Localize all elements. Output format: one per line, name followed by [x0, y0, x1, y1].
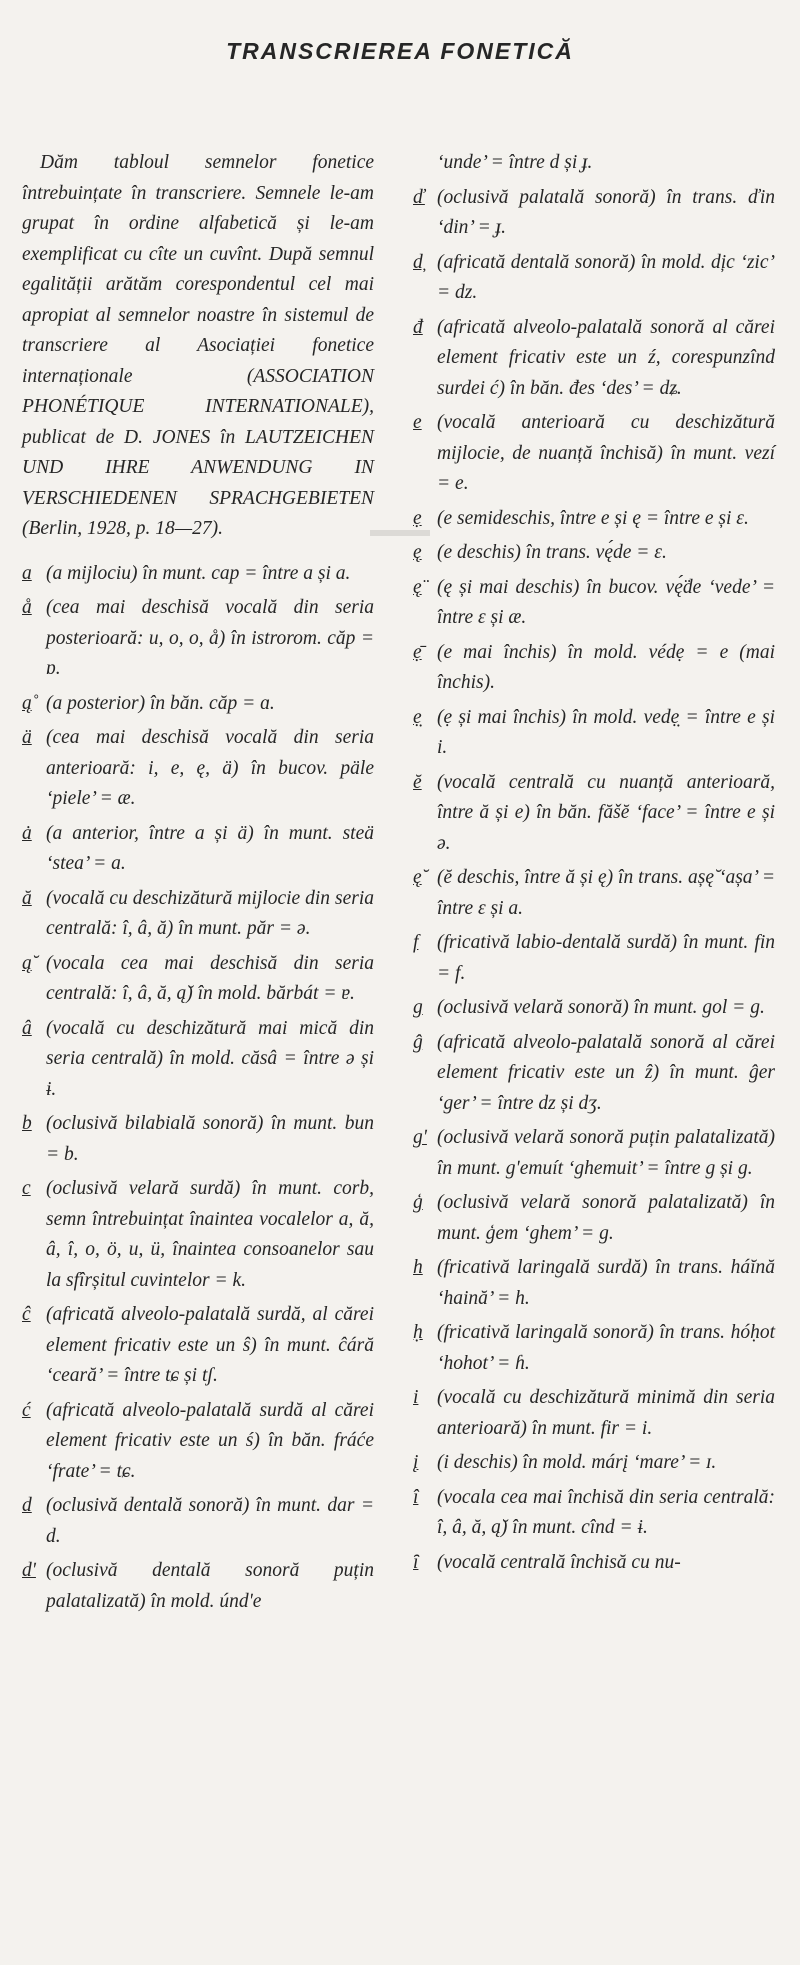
phonetic-entry: [22, 1109, 374, 1170]
phonetic-symbol: ȧ: [22, 822, 32, 844]
entry-description: (fricativă labio-dentală surdă) în munt. fin = f.: [437, 932, 775, 984]
phonetic-entry: [413, 183, 775, 244]
entry-description: (oclusivă bilabială sonoră) în munt. bun = b.: [46, 1113, 374, 1165]
phonetic-symbol: f: [413, 932, 419, 953]
phonetic-entry: [22, 949, 374, 1010]
entry-description: (fricativă laringală surdă) în trans. háĭnă ‘haină’ = h.: [437, 1257, 775, 1309]
entry-description: (vocală cu deschizătură mai mică din seria centrală) în mold. căsâ = între ə și ɨ.: [46, 1017, 374, 1100]
phonetic-entry: [413, 1448, 775, 1479]
phonetic-entry: [413, 1548, 775, 1579]
phonetic-entry: [22, 1396, 374, 1488]
phonetic-symbol: dʹ: [22, 1560, 36, 1581]
entry-description: (a anterior, între a și ä) în munt. steä ‘stea’ = a.: [46, 822, 374, 874]
phonetic-entry: [413, 1483, 775, 1544]
phonetic-symbol: c: [22, 1178, 31, 1199]
phonetic-entry: [22, 1491, 374, 1552]
intro-paragraph: Dăm tabloul semnelor fonetice întrebuințate în transcriere. Semnele le-am grupat în ordine alfabetică și le-am exemplificat cu cîte un cuvînt. După semnul egalității arătăm corespondentul cel mai apropiat al semnelor noastre în sistemul de transcriere al Asociației fonetice internaționale (ASSOCIATION PHONÉTIQUE INTERNATIONALE), publicat de D. JONES în LAUTZEICHEN UND IHRE ANWENDUNG IN VERSCHIEDENEN SPRACHGEBIETEN (Berlin, 1928, p. 18—27).: [22, 152, 374, 539]
phonetic-entry: [413, 504, 775, 535]
entry-description: (ẹ și mai închis) în mold. vedẹ̣ = între e și i.: [437, 706, 775, 758]
phonetic-entry: [22, 819, 374, 880]
phonetic-symbol: ḥ: [413, 1322, 423, 1343]
left-entries: [22, 559, 374, 1618]
entry-description: (vocală cu deschizătură mijlocie din seria centrală: î, â, ă) în munt. păr = ə.: [46, 887, 374, 939]
phonetic-symbol: ę̆: [413, 867, 422, 888]
phonetic-symbol: ģ: [413, 1192, 423, 1213]
phonetic-entry: [22, 1556, 374, 1617]
entry-description: (oclusivă dentală sonoră) în munt. dar = d.: [46, 1495, 374, 1547]
entry-description: (oclusivă velară surdă) în munt. corb, semn întrebuințat înaintea vocalelor a, ă, â, î, o, ö, u, ü, înaintea consoanelor sau la sfîrșitul cuvintelor = k.: [46, 1178, 374, 1291]
phonetic-symbol: ą̊: [22, 692, 32, 714]
entry-description: (ę și mai deschis) în bucov. vę̈́de ‘vede’ = între ɛ și æ.: [437, 576, 775, 628]
entry-description: (oclusivă dentală sonoră puțin palatalizată) în mold. úndʹe: [46, 1560, 374, 1612]
phonetic-symbol: ĝ: [413, 1031, 423, 1053]
phonetic-entry: [413, 1253, 775, 1314]
phonetic-symbol: î: [413, 1486, 419, 1508]
phonetic-symbol: a: [22, 562, 32, 584]
phonetic-entry: [22, 884, 374, 945]
phonetic-symbol: gʹ: [413, 1127, 427, 1148]
phonetic-entry: [413, 638, 775, 699]
entry-description: (africată dentală sonoră) în mold. d̦ic ‘zic’ = dz.: [437, 251, 775, 303]
entry-description: (africată alveolo-palatală surdă al cărei element fricativ este un ś) în băn. fráće ‘frate’ = tɕ.: [46, 1399, 374, 1482]
entry-description: (vocală anterioară cu deschizătură mijlocie, de nuanță închisă) în munt. vezí = e.: [437, 412, 775, 494]
entry-description: (cea mai deschisă vocală din seria posterioară: u, o, o, å) în istrorom. căp = ɒ.: [46, 597, 374, 679]
entry-description: (africată alveolo-palatală sonoră al cărei element fricativ este un ź, corespunzînd surdei ć) în băn. đes ‘des’ = dʑ.: [437, 316, 775, 399]
page-title: TRANSCRIEREA FONETICĂ: [226, 38, 574, 64]
phonetic-entry: [413, 703, 775, 764]
right-column: [413, 148, 775, 1582]
phonetic-entry: [22, 559, 374, 590]
phonetic-symbol: â: [22, 1017, 32, 1039]
phonetic-entry: [22, 1014, 374, 1106]
entry-description: (fricativă laringală sonoră) în trans. hóḥot ‘hohot’ = ɦ.: [437, 1322, 775, 1374]
phonetic-symbol: e: [413, 412, 422, 433]
phonetic-entry: [413, 408, 775, 500]
phonetic-entry: [22, 689, 374, 720]
entry-description: (vocala cea mai deschisă din seria centrală: î, â, ă, ą̆) în mold. bărbát = ɐ.: [46, 952, 374, 1004]
phonetic-entry: [413, 863, 775, 924]
entry-description: (oclusivă velară sonoră palatalizată) în munt. ģem ‘ghem’ = g.: [437, 1192, 775, 1244]
entry-description: (vocală cu deschizătură minimă din seria anterioară) în munt. fir = i.: [437, 1387, 775, 1439]
phonetic-entry: [413, 768, 775, 860]
phonetic-symbol: ẹ̣: [413, 706, 422, 728]
entry-description: (oclusivă velară sonoră puțin palatalizată) în munt. gʹemuít ‘ghemuit’ = între g și g.: [437, 1127, 775, 1179]
phonetic-symbol: i: [413, 1387, 419, 1408]
phonetic-symbol: į: [413, 1452, 419, 1473]
phonetic-symbol: d̦: [413, 251, 423, 273]
phonetic-entry: [22, 723, 374, 815]
phonetic-entry: [22, 1300, 374, 1392]
phonetic-symbol: h: [413, 1257, 423, 1278]
phonetic-entry: [413, 538, 775, 569]
phonetic-entry: [413, 928, 775, 989]
entry-description: (e mai închis) în mold. védẹ = e (mai închis).: [437, 641, 775, 693]
entry-description: (cea mai deschisă vocală din seria anterioară: i, e, ę, ä) în bucov. päle ‘piele’ = æ.: [46, 727, 374, 809]
phonetic-entry: [22, 1174, 374, 1296]
phonetic-entry: [413, 1188, 775, 1249]
phonetic-entry: [413, 1123, 775, 1184]
phonetic-entry: [413, 313, 775, 405]
entry-description: (ĕ deschis, între ă și ę) în trans. așę̆ ‘așa’ = între ɛ și a.: [437, 867, 775, 919]
phonetic-entry: [413, 1383, 775, 1444]
entry-continuation: ‘unde’ = între d și ɟ.: [437, 152, 593, 173]
entry-description: (vocală centrală cu nuanță anterioară, între ă și e) în băn. făšĕ ‘face’ = între e și ə.: [437, 771, 775, 854]
entry-description: (a mijlociu) în munt. cap = între a și a.: [46, 562, 351, 584]
phonetic-symbol: g: [413, 997, 423, 1018]
phonetic-entry: [413, 1028, 775, 1120]
phonetic-symbol: ẹ: [413, 507, 422, 529]
phonetic-symbol: ẹ̄: [413, 641, 422, 663]
phonetic-entry: [413, 573, 775, 634]
phonetic-symbol: ȋ: [413, 1551, 419, 1573]
entry-description: (africată alveolo-palatală sonoră al cărei element fricativ este un ẑ) în munt. ĝer ‘ger’ = între dz și dʒ.: [437, 1031, 775, 1114]
entry-description: (oclusivă palatală sonoră) în trans. ďin ‘din’ = ɟ.: [437, 186, 775, 238]
phonetic-symbol: ą̆: [22, 952, 32, 974]
phonetic-symbol: d: [22, 1495, 32, 1516]
phonetic-symbol: b: [22, 1113, 32, 1134]
entry-description: (e deschis) în trans. vę́de = ɛ.: [437, 542, 667, 563]
phonetic-entry: [22, 593, 374, 685]
phonetic-entry: [413, 1318, 775, 1379]
right-entries: [413, 148, 775, 1578]
phonetic-entry: [413, 248, 775, 309]
entry-description: (i deschis) în mold. márį ‘mare’ = ɪ.: [437, 1452, 717, 1473]
entry-description: (vocală centrală închisă cu nu-: [437, 1551, 681, 1573]
left-column: [22, 148, 374, 1621]
entry-description: (oclusivă velară sonoră) în munt. gol = g.: [437, 997, 765, 1018]
phonetic-symbol: å: [22, 597, 32, 618]
phonetic-symbol: ä: [22, 727, 32, 748]
entry-description: (vocala cea mai închisă din seria centrală: î, â, ă, ą̆) în munt. cînd = ɨ.: [437, 1486, 775, 1538]
phonetic-symbol: ć: [22, 1399, 31, 1421]
phonetic-symbol: ę: [413, 542, 422, 563]
entry-description: (africată alveolo-palatală surdă, al cărei element fricativ este un ŝ) în munt. ĉáră ‘ceară’ = între tɕ și tʃ.: [46, 1304, 374, 1386]
phonetic-entry: [413, 993, 775, 1024]
entry-description: (e semideschis, între e și ę = între e și ɛ.: [437, 507, 749, 529]
phonetic-symbol: ď: [413, 186, 425, 208]
phonetic-symbol: ę̈: [413, 576, 422, 598]
phonetic-symbol: đ: [413, 316, 423, 338]
phonetic-symbol: ĕ: [413, 771, 422, 793]
phonetic-symbol: ĉ: [22, 1304, 31, 1325]
entry-description: (a posterior) în băn. căp = ɑ.: [46, 692, 275, 714]
phonetic-symbol: ă: [22, 887, 32, 909]
